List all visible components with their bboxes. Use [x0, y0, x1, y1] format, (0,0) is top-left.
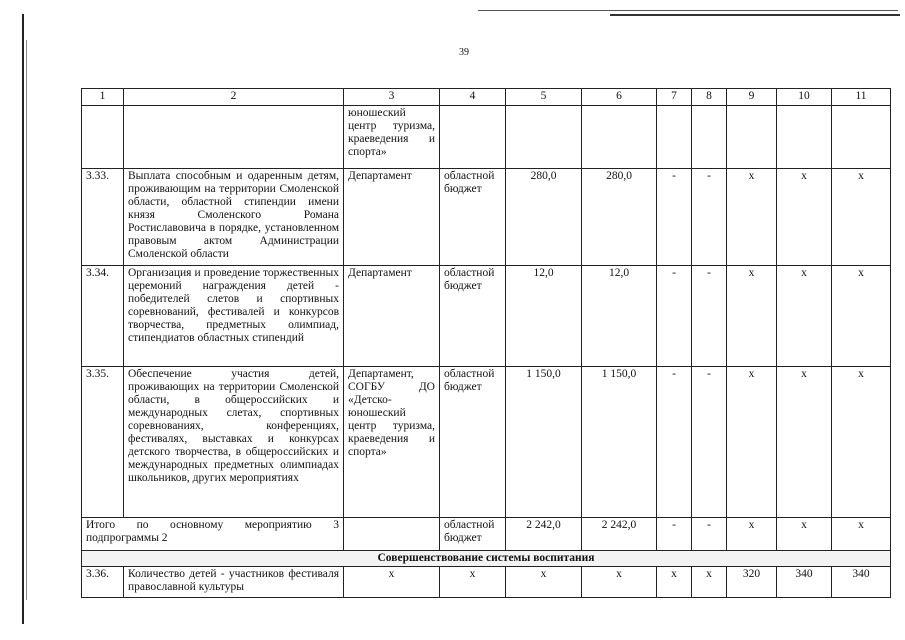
- value-cell: х: [832, 367, 891, 518]
- value-cell: [832, 106, 891, 169]
- value-cell: х: [727, 169, 777, 266]
- activity-name: [124, 106, 344, 169]
- section-row: [82, 551, 891, 567]
- page-number: 39: [459, 47, 469, 58]
- header-cell: 3: [344, 89, 440, 106]
- value-cell: -: [657, 367, 692, 518]
- value-cell: 340: [832, 567, 891, 598]
- header-cell: 6: [582, 89, 657, 106]
- amount-year: 1 150,0: [582, 367, 657, 518]
- executor: Департамент: [344, 169, 440, 266]
- scan-edge-line: [22, 14, 24, 624]
- row-number: 3.33.: [82, 169, 124, 266]
- funding-source: областной бюджет: [440, 518, 506, 551]
- row-number: [82, 106, 124, 169]
- total-row: [82, 518, 891, 551]
- amount-total: 280,0: [506, 169, 582, 266]
- value-cell: х: [832, 169, 891, 266]
- activity-name: Организация и проведение торжественных церемоний награждения детей - победителей слетов и спортивных соревнований, фестивалей и конкурсов творчества, предметных олимпиад, стипендиатов областных стипендий: [124, 266, 344, 367]
- funding-source: областной бюджет: [440, 169, 506, 266]
- amount-total: [506, 106, 582, 169]
- value-cell: 340: [777, 567, 832, 598]
- value-cell: -: [657, 266, 692, 367]
- value-cell: [657, 106, 692, 169]
- activity-name: Количество детей - участников фестиваля православной культуры: [124, 567, 344, 598]
- value-cell: [692, 106, 727, 169]
- header-cell: 8: [692, 89, 727, 106]
- activity-name: Обеспечение участия детей, проживающих на территории Смоленской области, в общероссийских и международных слетах, спортивных соревнованиях, конференциях, фестивалях, выставках и конкурсах детского творчества, в общероссийских и международных предметных олимпиадах школьников, других мероприятиях: [124, 367, 344, 518]
- amount-total: 1 150,0: [506, 367, 582, 518]
- amount-year: х: [582, 567, 657, 598]
- header-cell: 4: [440, 89, 506, 106]
- funding-source: областной бюджет: [440, 266, 506, 367]
- amount-year: 12,0: [582, 266, 657, 367]
- executor: юношеский центр туризма, краеведения и спорта»: [344, 106, 440, 169]
- value-cell: х: [727, 518, 777, 551]
- header-cell: 1: [82, 89, 124, 106]
- section-title: Совершенствование системы воспитания: [82, 551, 891, 567]
- executor: х: [344, 567, 440, 598]
- executor: [344, 518, 440, 551]
- amount-year: 280,0: [582, 169, 657, 266]
- value-cell: х: [777, 518, 832, 551]
- value-cell: 320: [727, 567, 777, 598]
- row-number: 3.36.: [82, 567, 124, 598]
- value-cell: х: [832, 266, 891, 367]
- header-cell: 11: [832, 89, 891, 106]
- header-cell: 7: [657, 89, 692, 106]
- program-table: [81, 88, 891, 598]
- funding-source: областной бюджет: [440, 367, 506, 518]
- executor: Департамент, СОГБУ ДО «Детско-юношеский центр туризма, краеведения и спорта»: [344, 367, 440, 518]
- funding-source: [440, 106, 506, 169]
- table-row: [82, 106, 891, 169]
- scan-edge-line: [478, 10, 898, 11]
- value-cell: -: [692, 367, 727, 518]
- value-cell: х: [692, 567, 727, 598]
- table-row: [82, 567, 891, 598]
- amount-year: [582, 106, 657, 169]
- total-label: Итого по основному мероприятию 3 подпрограммы 2: [82, 518, 344, 551]
- value-cell: -: [657, 518, 692, 551]
- value-cell: х: [832, 518, 891, 551]
- header-cell: 5: [506, 89, 582, 106]
- amount-total: х: [506, 567, 582, 598]
- amount-total: 2 242,0: [506, 518, 582, 551]
- value-cell: [727, 106, 777, 169]
- scan-edge-line: [610, 14, 900, 16]
- header-cell: 9: [727, 89, 777, 106]
- value-cell: х: [657, 567, 692, 598]
- value-cell: х: [777, 169, 832, 266]
- value-cell: [777, 106, 832, 169]
- scan-edge-line: [26, 40, 27, 600]
- amount-total: 12,0: [506, 266, 582, 367]
- value-cell: х: [777, 367, 832, 518]
- value-cell: -: [692, 266, 727, 367]
- amount-year: 2 242,0: [582, 518, 657, 551]
- table-row: [82, 367, 891, 518]
- header-cell: 2: [124, 89, 344, 106]
- value-cell: -: [657, 169, 692, 266]
- activity-name: Выплата способным и одаренным детям, проживающим на территории Смоленской области, областной стипендии имени князя Смоленского Романа Ростиславовича в порядке, установленном правовым актом Администрации Смоленской области: [124, 169, 344, 266]
- table-row: [82, 169, 891, 266]
- row-number: 3.34.: [82, 266, 124, 367]
- value-cell: -: [692, 169, 727, 266]
- value-cell: х: [777, 266, 832, 367]
- funding-source: х: [440, 567, 506, 598]
- executor: Департамент: [344, 266, 440, 367]
- table-row: [82, 266, 891, 367]
- header-cell: 10: [777, 89, 832, 106]
- row-number: 3.35.: [82, 367, 124, 518]
- value-cell: х: [727, 266, 777, 367]
- value-cell: х: [727, 367, 777, 518]
- value-cell: -: [692, 518, 727, 551]
- header-row: [82, 89, 891, 106]
